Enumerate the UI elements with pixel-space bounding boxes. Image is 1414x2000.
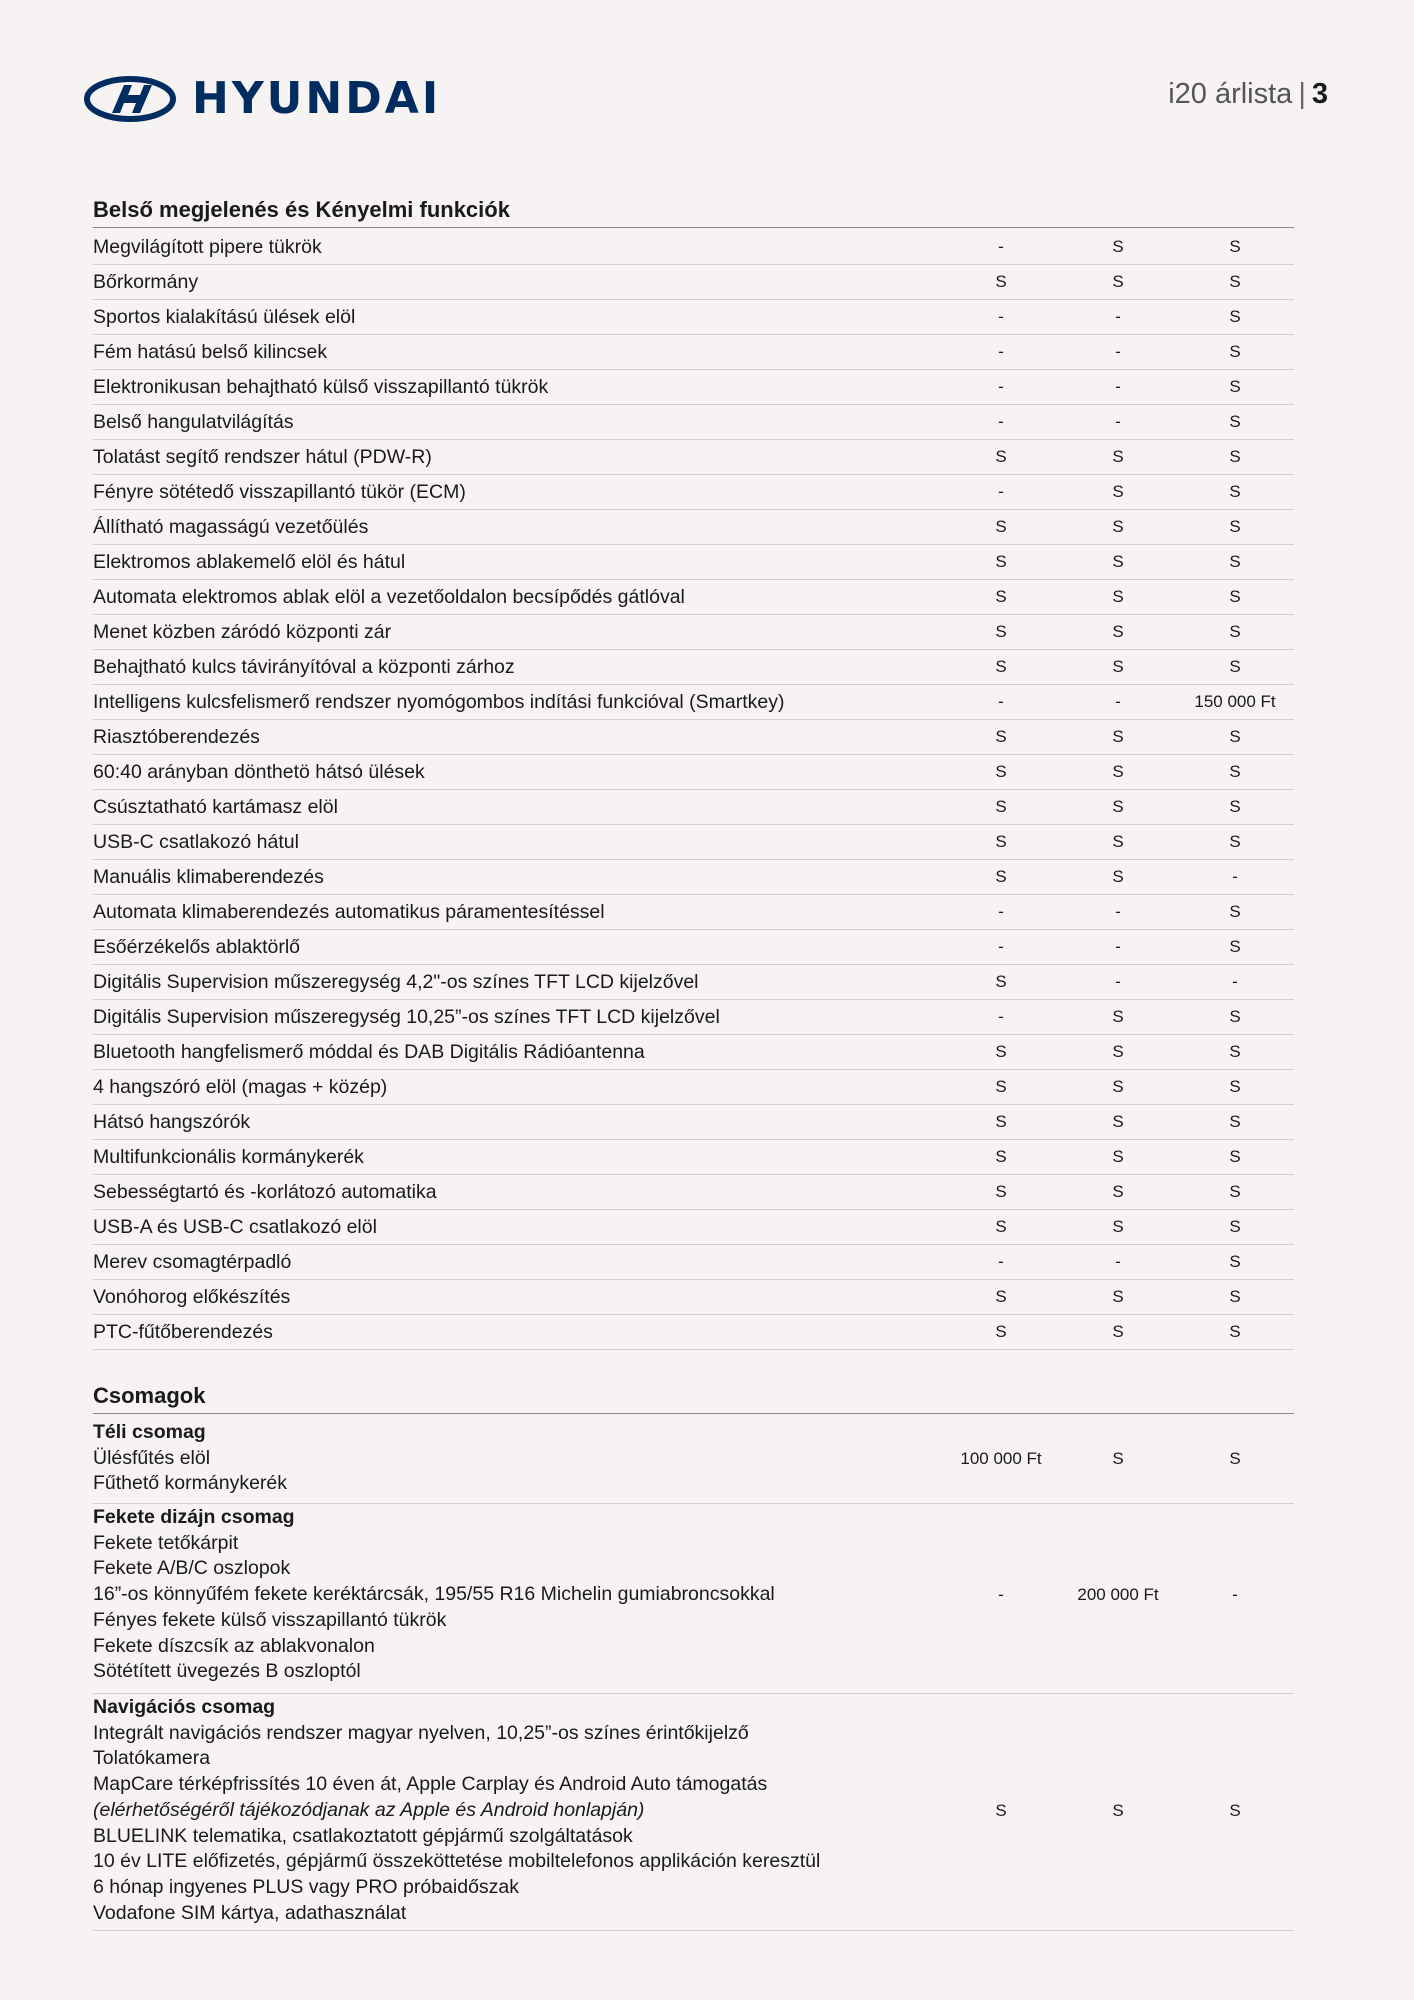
value-cell-2: S (1112, 272, 1124, 291)
feature-label: Digitális Supervision műszeregység 10,25”-os színes TFT LCD kijelzővel (93, 1006, 720, 1028)
value-cell-1: - (998, 1007, 1004, 1026)
value-cell-3: S (1229, 1182, 1241, 1201)
interior-features-table (93, 230, 1294, 1350)
feature-label: Behajtható kulcs távirányítóval a központi zárhoz (93, 656, 515, 678)
feature-label: Elektromos ablakemelő elöl és hátul (93, 551, 406, 573)
value-cell-1: S (995, 587, 1007, 606)
value-cell-1: - (998, 377, 1004, 396)
table-row (93, 1105, 1294, 1140)
value-cell-2: S (1112, 762, 1124, 781)
page-number: 3 (1311, 78, 1328, 110)
value-cell-2: S (1112, 237, 1124, 256)
value-cell-2: - (1115, 692, 1121, 711)
feature-label: Bluetooth hangfelismerő móddal és DAB Digitális Rádióantenna (93, 1041, 645, 1063)
value-cell-1: S (995, 867, 1007, 886)
table-row (93, 930, 1294, 965)
feature-label: Manuális klimaberendezés (93, 866, 324, 888)
value-cell-1: - (998, 412, 1004, 431)
feature-label: 60:40 arányban dönthetö hátsó ülések (93, 761, 425, 783)
value-cell-3: S (1229, 1042, 1241, 1061)
hyundai-emblem-icon (84, 75, 176, 123)
feature-label: Automata elektromos ablak elöl a vezetőoldalon becsípődés gátlóval (93, 586, 685, 608)
value-cell-2: S (1112, 832, 1124, 851)
value-cell-1: S (995, 1147, 1007, 1166)
value-cell-1: S (995, 1112, 1007, 1131)
value-cell-2: S (1112, 447, 1124, 466)
package-value-3: - (1232, 1585, 1238, 1605)
feature-label: Sebességtartó és -korlátozó automatika (93, 1181, 437, 1203)
feature-label: Esőérzékelős ablaktörlő (93, 936, 301, 958)
table-row (93, 510, 1294, 545)
value-cell-2: S (1112, 622, 1124, 641)
value-cell-1: S (995, 447, 1007, 466)
separator: | (1298, 78, 1306, 110)
value-cell-2: - (1115, 937, 1121, 956)
value-cell-2: S (1112, 657, 1124, 676)
value-cell-1: - (998, 237, 1004, 256)
feature-label: USB-A és USB-C csatlakozó elöl (93, 1216, 377, 1238)
value-cell-3: S (1229, 832, 1241, 851)
table-row (93, 230, 1294, 265)
value-cell-3: S (1229, 517, 1241, 536)
value-cell-3: S (1229, 657, 1241, 676)
package-value-1: 100 000 Ft (960, 1448, 1042, 1468)
value-cell-2: S (1112, 1042, 1124, 1061)
value-cell-2: S (1112, 1147, 1124, 1166)
feature-label: Menet közben záródó központi zár (93, 621, 392, 643)
value-cell-3: S (1229, 1112, 1241, 1131)
feature-label: Állítható magasságú vezetőülés (93, 516, 369, 538)
value-cell-1: S (995, 272, 1007, 291)
feature-label: Fém hatású belső kilincsek (93, 341, 328, 363)
value-cell-1: S (995, 797, 1007, 816)
table-row (93, 265, 1294, 300)
value-cell-1: S (995, 832, 1007, 851)
table-row (93, 1000, 1294, 1035)
value-cell-3: S (1229, 1322, 1241, 1341)
value-cell-3: S (1229, 587, 1241, 606)
feature-label: Csúsztatható kartámasz elöl (93, 796, 338, 818)
package-item: (elérhetőségéről tájékozódjanak az Apple és Android honlapján) (93, 1798, 645, 1821)
value-cell-3: - (1232, 972, 1238, 991)
section-title-packages: Csomagok (93, 1381, 1294, 1414)
table-row (93, 475, 1294, 510)
feature-label: Elektronikusan behajtható külső visszapillantó tükrök (93, 376, 549, 398)
value-cell-2: S (1112, 587, 1124, 606)
value-cell-3: S (1229, 762, 1241, 781)
package-item: Sötétített üvegezés B oszloptól (93, 1660, 361, 1683)
value-cell-2: - (1115, 902, 1121, 921)
document-reference (1168, 78, 1328, 111)
value-cell-3: S (1229, 1007, 1241, 1026)
value-cell-3: S (1229, 342, 1241, 361)
value-cell-1: - (998, 937, 1004, 956)
value-cell-1: - (998, 1252, 1004, 1271)
feature-label: Automata klimaberendezés automatikus páramentesítéssel (93, 901, 605, 923)
feature-label: Bőrkormány (93, 271, 199, 293)
feature-label: Multifunkcionális kormánykerék (93, 1146, 364, 1168)
section-title-interior: Belső megjelenés és Kényelmi funkciók (93, 195, 1294, 228)
table-row (93, 685, 1294, 720)
value-cell-2: S (1112, 727, 1124, 746)
value-cell-2: - (1115, 342, 1121, 361)
value-cell-3: 150 000 Ft (1194, 692, 1276, 711)
value-cell-1: S (995, 1182, 1007, 1201)
value-cell-3: S (1229, 237, 1241, 256)
value-cell-3: S (1229, 482, 1241, 501)
value-cell-3: S (1229, 1287, 1241, 1306)
value-cell-1: S (995, 762, 1007, 781)
package-value-2: S (1112, 1800, 1124, 1820)
value-cell-3: S (1229, 1147, 1241, 1166)
value-cell-1: S (995, 1217, 1007, 1236)
table-row (93, 790, 1294, 825)
value-cell-1: S (995, 1287, 1007, 1306)
package-item: Fekete tetőkárpit (93, 1531, 239, 1554)
value-cell-2: S (1112, 482, 1124, 501)
package-item: Fűthető kormánykerék (93, 1472, 288, 1495)
feature-label: PTC-fűtőberendezés (93, 1321, 273, 1343)
package-value-3: S (1229, 1800, 1241, 1820)
value-cell-3: S (1229, 622, 1241, 641)
value-cell-3: S (1229, 902, 1241, 921)
table-row (93, 335, 1294, 370)
value-cell-1: - (998, 342, 1004, 361)
package-value-1: - (998, 1585, 1004, 1605)
package-item: Ülésfűtés elöl (93, 1446, 211, 1469)
value-cell-1: S (995, 1077, 1007, 1096)
table-row (93, 1140, 1294, 1175)
value-cell-3: S (1229, 1077, 1241, 1096)
feature-label: Tolatást segítő rendszer hátul (PDW-R) (93, 446, 432, 468)
feature-label: Vonóhorog előkészítés (93, 1286, 291, 1308)
package-item: 16”-os könnyűfém fekete keréktárcsák, 195/55 R16 Michelin gumiabroncsokkal (93, 1583, 775, 1606)
value-cell-1: - (998, 692, 1004, 711)
table-row (93, 1070, 1294, 1105)
value-cell-2: - (1115, 307, 1121, 326)
value-cell-3: S (1229, 377, 1241, 396)
value-cell-2: - (1115, 412, 1121, 431)
table-row (93, 1315, 1294, 1350)
value-cell-3: S (1229, 412, 1241, 431)
table-row (93, 755, 1294, 790)
package-row (93, 1503, 1294, 1694)
value-cell-2: S (1112, 1287, 1124, 1306)
feature-label: Riasztóberendezés (93, 726, 260, 748)
package-item: MapCare térképfrissítés 10 éven át, Apple Carplay és Android Auto támogatás (93, 1773, 768, 1796)
value-cell-1: S (995, 972, 1007, 991)
value-cell-1: S (995, 1322, 1007, 1341)
package-value-2: S (1112, 1448, 1124, 1468)
value-cell-2: - (1115, 377, 1121, 396)
value-cell-3: S (1229, 1252, 1241, 1271)
table-row (93, 1035, 1294, 1070)
value-cell-2: S (1112, 797, 1124, 816)
table-row (93, 370, 1294, 405)
value-cell-3: - (1232, 867, 1238, 886)
package-title: Téli csomag (93, 1421, 206, 1443)
value-cell-1: - (998, 902, 1004, 921)
table-row (93, 860, 1294, 895)
package-row (93, 1693, 1294, 1931)
value-cell-3: S (1229, 272, 1241, 291)
value-cell-2: S (1112, 552, 1124, 571)
table-row (93, 580, 1294, 615)
package-item: BLUELINK telematika, csatlakoztatott gépjármű szolgáltatások (93, 1824, 633, 1847)
table-row (93, 1280, 1294, 1315)
table-row (93, 825, 1294, 860)
table-row (93, 650, 1294, 685)
feature-label: USB-C csatlakozó hátul (93, 831, 299, 853)
table-row (93, 405, 1294, 440)
document-title: i20 árlista (1168, 78, 1293, 110)
package-value-2: 200 000 Ft (1077, 1585, 1159, 1605)
table-row (93, 440, 1294, 475)
brand-wordmark: HYUNDAI (192, 73, 442, 124)
value-cell-3: S (1229, 937, 1241, 956)
package-row (93, 1418, 1294, 1504)
feature-label: Hátsó hangszórók (93, 1111, 251, 1133)
feature-label: 4 hangszóró elöl (magas + közép) (93, 1076, 388, 1098)
table-row (93, 895, 1294, 930)
value-cell-3: S (1229, 727, 1241, 746)
feature-label: Digitális Supervision műszeregység 4,2"-os színes TFT LCD kijelzővel (93, 971, 699, 993)
value-cell-2: S (1112, 1182, 1124, 1201)
value-cell-2: S (1112, 1007, 1124, 1026)
value-cell-1: - (998, 482, 1004, 501)
value-cell-1: S (995, 1042, 1007, 1061)
hyundai-logo (84, 74, 441, 124)
package-item: Integrált navigációs rendszer magyar nyelven, 10,25”-os színes érintőkijelző (93, 1721, 749, 1744)
value-cell-3: S (1229, 552, 1241, 571)
package-value-1: S (995, 1800, 1007, 1820)
feature-label: Sportos kialakítású ülések elöl (93, 306, 356, 328)
table-row (93, 1210, 1294, 1245)
package-item: 10 év LITE előfizetés, gépjármű összeköttetése mobiltelefonos applikáción keresztül (93, 1850, 821, 1873)
value-cell-2: S (1112, 1322, 1124, 1341)
feature-label: Intelligens kulcsfelismerő rendszer nyomógombos indítási funkcióval (Smartkey) (93, 691, 785, 713)
value-cell-2: - (1115, 1252, 1121, 1271)
value-cell-3: S (1229, 1217, 1241, 1236)
value-cell-3: S (1229, 797, 1241, 816)
value-cell-1: S (995, 727, 1007, 746)
value-cell-2: S (1112, 1217, 1124, 1236)
value-cell-2: S (1112, 1077, 1124, 1096)
package-item: Tolatókamera (93, 1747, 211, 1770)
value-cell-2: S (1112, 517, 1124, 536)
value-cell-1: S (995, 517, 1007, 536)
value-cell-1: - (998, 307, 1004, 326)
table-row (93, 545, 1294, 580)
package-item: Fekete díszcsík az ablakvonalon (93, 1634, 375, 1657)
value-cell-3: S (1229, 447, 1241, 466)
feature-label: Belső hangulatvilágítás (93, 411, 294, 433)
value-cell-1: S (995, 552, 1007, 571)
value-cell-2: - (1115, 972, 1121, 991)
table-row (93, 1245, 1294, 1280)
value-cell-2: S (1112, 867, 1124, 886)
feature-label: Merev csomagtérpadló (93, 1251, 292, 1273)
package-item: Fényes fekete külső visszapillantó tükrök (93, 1608, 447, 1631)
table-row (93, 1175, 1294, 1210)
value-cell-2: S (1112, 1112, 1124, 1131)
feature-label: Fényre sötétedő visszapillantó tükör (ECM) (93, 481, 466, 503)
feature-label: Megvilágított pipere tükrök (93, 236, 322, 258)
value-cell-3: S (1229, 307, 1241, 326)
value-cell-1: S (995, 657, 1007, 676)
table-row (93, 300, 1294, 335)
package-item: Vodafone SIM kártya, adathasználat (93, 1901, 407, 1924)
package-title: Navigációs csomag (93, 1696, 276, 1718)
table-row (93, 965, 1294, 1000)
table-row (93, 615, 1294, 650)
package-value-3: S (1229, 1448, 1241, 1468)
package-item: 6 hónap ingyenes PLUS vagy PRO próbaidőszak (93, 1875, 520, 1898)
table-row (93, 720, 1294, 755)
package-title: Fekete dizájn csomag (93, 1506, 295, 1528)
value-cell-1: S (995, 622, 1007, 641)
package-item: Fekete A/B/C oszlopok (93, 1557, 291, 1580)
